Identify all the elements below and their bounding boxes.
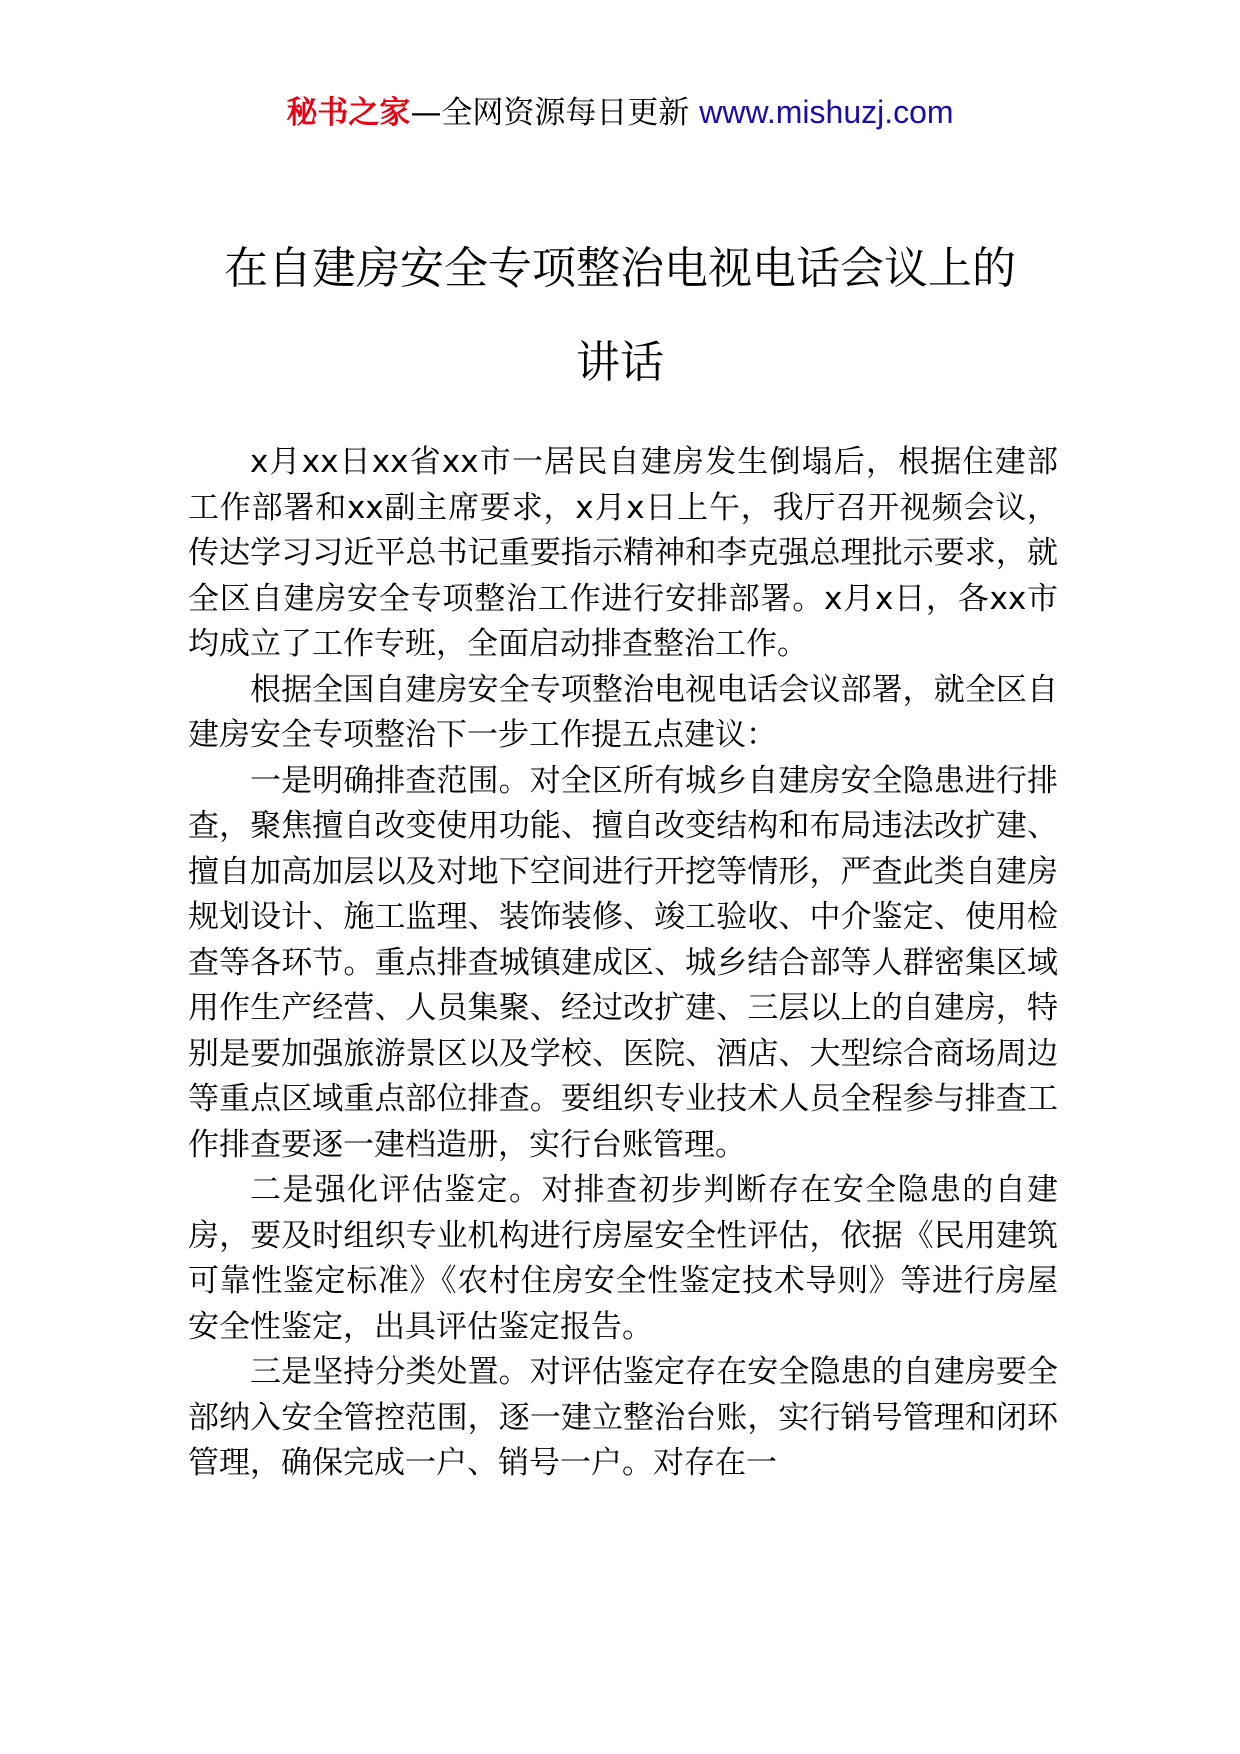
paragraph-point-3: 三是坚持分类处置。对评估鉴定存在安全隐患的自建房要全部纳入安全管控范围，逐一建立整治台账，实行销号管理和闭环管理，确保完成一户、销号一户。对存在一: [188, 1354, 1058, 1481]
paragraph-point-1: 一是明确排查范围。对全区所有城乡自建房安全隐患进行排查，聚焦擅自改变使用功能、擅自改变结构和布局违法改扩建、擅自加高加层以及对地下空间进行开挖等情形，严查此类自建房规划设计、施工监理、装饰装修、竣工验收、中介鉴定、使用检查等各环节。重点排查城镇建成区、城乡结合部等人群密集区域用作生产经营、人员集聚、经过改扩建、三层以上的自建房，特别是要加强旅游景区以及学校、医院、酒店、大型综合商场周边等重点区域重点部位排查。要组织专业技术人员全程参与排查工作排查要逐一建档造册，实行台账管理。: [188, 762, 1058, 1163]
site-url-link[interactable]: www.mishuzj.com: [699, 94, 954, 130]
paragraph-intro: x月xx日xx省xx市一居民自建房发生倒塌后，根据住建部工作部署和xx副主席要求，x月x日上午，我厅召开视频会议，传达学习习近平总书记重要指示精神和李克强总理批示要求，就全区自建房安全专项整治工作进行安排部署。x月x日，各xx市均成立了工作专班，全面启动排查整治工作。: [188, 444, 1058, 662]
site-header: [0, 92, 1240, 133]
brand-name: 秘书之家: [286, 95, 411, 131]
document-title-line-2: 讲话: [576, 337, 664, 388]
document-title-line-1: 在自建房安全专项整治电视电话会议上的: [224, 243, 1016, 294]
paragraph-suggestions-lead: 根据全国自建房安全专项整治电视电话会议部署，就全区自建房安全专项整治下一步工作提五点建议：: [188, 671, 1058, 753]
document-body: [188, 440, 1058, 1487]
paragraph-point-2: 二是强化评估鉴定。对排查初步判断存在安全隐患的自建房，要及时组织专业机构进行房屋安全性评估，依据《民用建筑可靠性鉴定标准》《农村住房安全性鉴定技术导则》等进行房屋安全性鉴定，出具评估鉴定报告。: [188, 1172, 1058, 1345]
document-title: [150, 222, 1090, 410]
header-tagline: —全网资源每日更新: [410, 95, 700, 131]
